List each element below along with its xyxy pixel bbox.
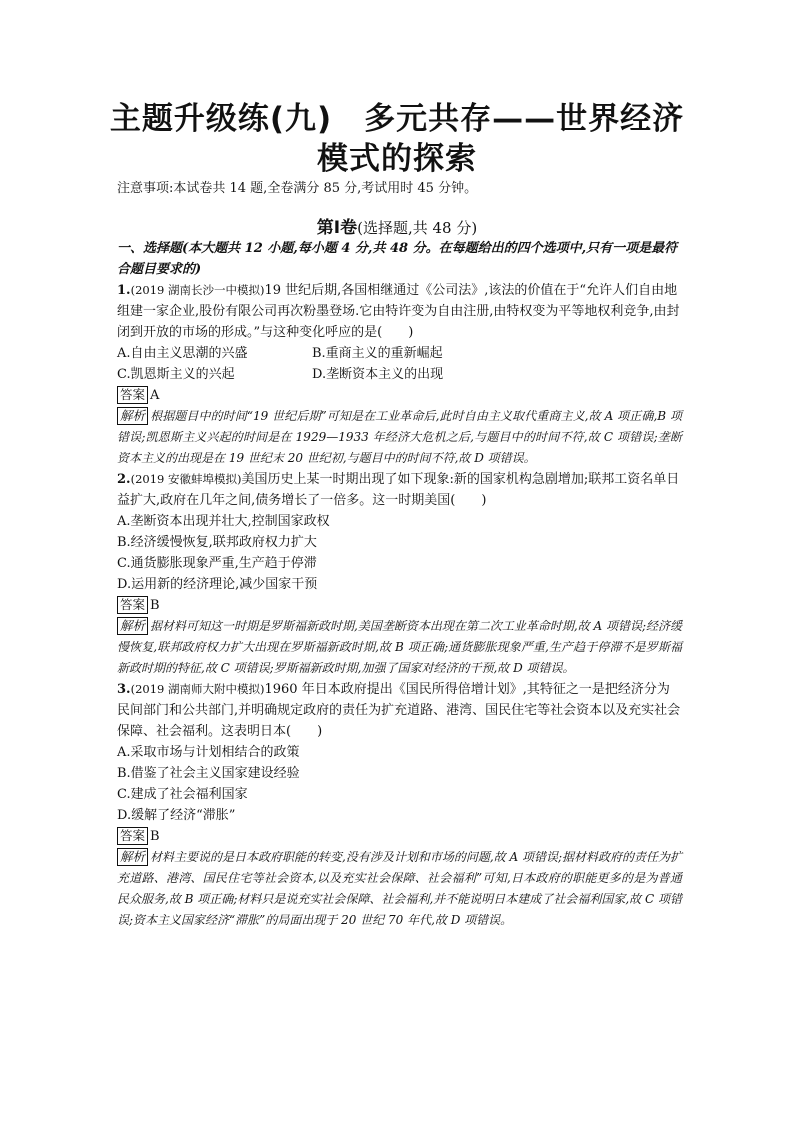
option-a: A.自由主义思潮的兴盛 [117, 346, 248, 361]
question-body [117, 238, 682, 931]
answer-label: 答案 [117, 386, 148, 404]
section-heading-sub: (选择题,共 48 分) [357, 219, 478, 237]
question-source: (2019 湖南师大附中模拟) [130, 682, 265, 696]
analysis-text: 材料主要说的是日本政府职能的转变,没有涉及计划和市场的问题,故 A 项错误;据材料政府的责任为扩充道路、港湾、国民住宅等社会资本,以及充实社会保障、社会福利”可知,日本政府的职能更多的是为普通民众服务,故 B 项正确;材料只是说充实社会保障、社会福利,并不能说明日本建成了社会福利国家,故 C 项错误;资本主义国家经济“滞胀”的局面出现于 20 世纪 70 年代,故 D 项错误。 [117, 850, 682, 927]
option-c: C.凯恩斯主义的兴起 [117, 367, 235, 382]
option-d: D.缓解了经济“滞胀” [117, 808, 236, 823]
option-d: D.运用新的经济理论,减少国家干预 [117, 577, 318, 592]
analysis [117, 616, 682, 679]
notice: 注意事项:本试卷共 14 题,全卷满分 85 分,考试用时 45 分钟。 [117, 181, 478, 196]
option-d: D.垄断资本主义的出现 [312, 367, 444, 382]
option-c: C.建成了社会福利国家 [117, 787, 248, 802]
analysis-text: 据材料可知这一时期是罗斯福新政时期,美国垄断资本出现在第二次工业革命时期,故 A 项错误;经济缓慢恢复,联邦政府权力扩大出现在罗斯福新政时期,故 B 项正确;通货膨胀现象严重,生产趋于停滞不是罗斯福新政时期的特征,故 C 项错误;罗斯福新政时期,加强了国家对经济的干预,故 D 项错误。 [117, 619, 682, 675]
question-stem [117, 679, 682, 742]
page-title: 主题升级练(九) 多元共存——世界经济 [109, 101, 685, 137]
question-number: 1. [117, 283, 131, 298]
options-row [117, 343, 682, 364]
analysis-label: 解析 [117, 848, 148, 866]
section-heading [0, 213, 794, 238]
option-b: B.借鉴了社会主义国家建设经验 [117, 766, 300, 781]
section-intro [117, 238, 682, 280]
question-source: (2019 安徽蚌埠模拟) [130, 472, 242, 486]
options-row [117, 364, 682, 385]
option-c: C.通货膨胀现象严重,生产趋于停滞 [117, 556, 317, 571]
question-stem [117, 280, 682, 343]
analysis [117, 847, 682, 931]
answer-value: B [150, 598, 160, 613]
analysis-text: 根据题目中的时间“19 世纪后期”可知是在工业革命后,此时自由主义取代重商主义,故 A 项正确,B 项错误;凯恩斯主义兴起的时间是在 1929—1933 年经济大危机之后,与题目中的时间不符,故 C 项错误;垄断资本主义的出现是在 19 世纪末 20 世纪初,与题目中的时间不符,故 D 项错误。 [117, 409, 682, 465]
analysis-label: 解析 [117, 407, 148, 425]
option-b: B.经济缓慢恢复,联邦政府权力扩大 [117, 535, 317, 550]
option-a: A.采取市场与计划相结合的政策 [117, 745, 300, 760]
section-heading-main: 第Ⅰ卷 [316, 218, 358, 238]
page-title-line2: 模式的探索 [317, 141, 477, 177]
option-a: A.垄断资本出现并壮大,控制国家政权 [117, 514, 330, 529]
question-source: (2019 湖南长沙一中模拟) [130, 283, 265, 297]
answer-line [117, 826, 682, 847]
answer-label: 答案 [117, 827, 148, 845]
option-b: B.重商主义的重新崛起 [312, 346, 443, 361]
analysis-label: 解析 [117, 617, 148, 635]
question-text: 美国历史上某一时期出现了如下现象:新的国家机构急剧增加;联邦工资名单日益扩大,政府在几年之间,债务增长了一倍多。这一时期美国( ) [117, 472, 680, 508]
answer-line [117, 595, 682, 616]
answer-value: B [150, 829, 160, 844]
question-number: 2. [117, 472, 131, 487]
question-stem [117, 469, 682, 511]
question-text: 1960 年日本政府提出《国民所得倍增计划》,其特征之一是把经济分为民间部门和公共部门,并明确规定政府的责任为扩充道路、港湾、国民住宅等社会资本以及充实社会保障、社会福利。这表明日本( ) [117, 682, 681, 739]
section-intro-text: 一、选择题(本大题共 12 小题,每小题 4 分,共 48 分。在每题给出的四个选项中,只有一项是最符合题目要求的) [117, 241, 678, 277]
answer-line [117, 385, 682, 406]
question-text: 19 世纪后期,各国相继通过《公司法》,该法的价值在于“允许人们自由地组建一家企业,股份有限公司再次粉墨登场.它由特许变为自由注册,由特权变为平等地权利竞争,由封闭到开放的市场的形成。”与这种变化呼应的是( ) [117, 283, 680, 340]
answer-value: A [150, 388, 160, 403]
analysis [117, 406, 682, 469]
question-number: 3. [117, 682, 131, 697]
answer-label: 答案 [117, 596, 148, 614]
